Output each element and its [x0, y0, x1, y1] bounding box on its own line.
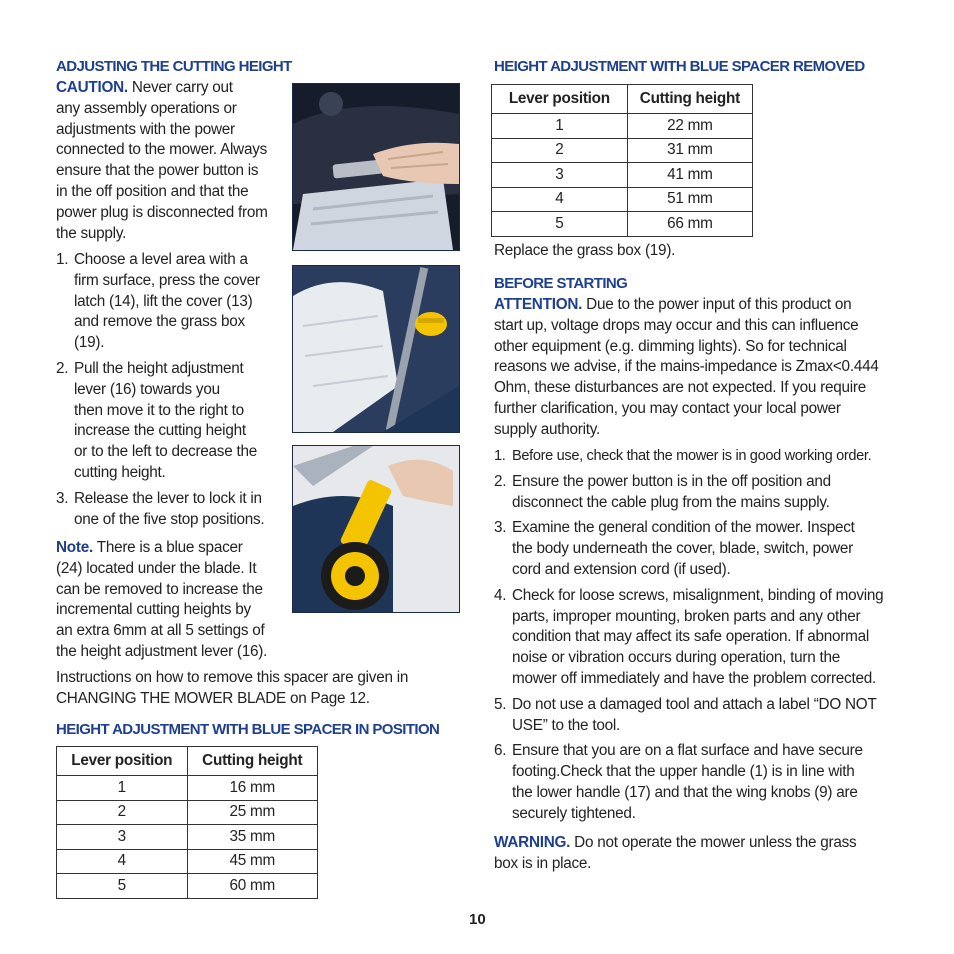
column-header: Lever position — [492, 85, 628, 114]
note-text: the height adjustment lever (16). — [56, 642, 268, 660]
list-item — [494, 518, 904, 580]
warning-text: box is in place. — [494, 854, 592, 872]
table-row — [57, 874, 318, 899]
warning-text: Do not operate the mower unless the grass — [570, 834, 857, 851]
step-text: cord and extension cord (if used). — [512, 560, 731, 578]
list-item — [56, 250, 292, 354]
step-text: condition that may affect its safe operation. If abnormal — [512, 628, 870, 646]
step-text: (19). — [74, 334, 105, 352]
step-text: cutting height. — [74, 463, 166, 481]
section-heading-before-starting: BEFORE STARTING — [494, 275, 628, 292]
column-header: Lever position — [57, 747, 188, 776]
caution-text: ensure that the power button is — [56, 162, 259, 180]
step-text: Release the lever to lock it in — [74, 489, 262, 507]
table-cell: 2 — [57, 800, 188, 825]
table-cell: 3 — [57, 825, 188, 850]
table-cell: 41 mm — [627, 163, 752, 188]
note-text: (24) located under the blade. It — [56, 559, 257, 577]
note-text: an extra 6mm at all 5 settings of — [56, 622, 265, 640]
table-row — [57, 825, 318, 850]
attention-text: further clarification, you may contact your local power — [494, 399, 841, 417]
list-item — [494, 586, 904, 690]
step-text: USE” to the tool. — [512, 716, 620, 734]
step-text: securely tightened. — [512, 804, 636, 822]
table-cell: 3 — [492, 163, 628, 188]
table-cell: 2 — [492, 138, 628, 163]
step-text: disconnect the cable plug from the mains supply. — [512, 493, 830, 511]
step-text: Ensure the power button is in the off position and — [512, 472, 831, 490]
table-cell: 22 mm — [627, 114, 752, 139]
table-row — [492, 114, 753, 139]
step-text: one of the five stop positions. — [74, 510, 265, 528]
step-text: Check for loose screws, misalignment, binding of moving — [512, 586, 884, 604]
note-text: incremental cutting heights by — [56, 601, 251, 619]
section-heading-spacer-removed: HEIGHT ADJUSTMENT WITH BLUE SPACER REMOVED — [494, 58, 865, 75]
replace-grass-box-text: Replace the grass box (19). — [494, 242, 676, 259]
table-cell: 1 — [57, 776, 188, 801]
grass-box-illustration — [293, 266, 459, 432]
step-text: noise or vibration occurs during operation, turn the — [512, 649, 840, 667]
height-lever-illustration — [293, 446, 459, 612]
table-cell: 45 mm — [187, 849, 318, 874]
table-row — [492, 138, 753, 163]
table-header-row — [492, 85, 753, 114]
height-table-spacer-removed — [491, 84, 753, 237]
attention-text: reasons we advise, if the mains-impedance is Zmax<0.444 — [494, 358, 879, 376]
cover-latch-photo — [292, 83, 460, 251]
step-text: lever (16) towards you — [74, 380, 220, 398]
warning-paragraph — [494, 833, 904, 875]
caution-text: any assembly operations or — [56, 99, 237, 117]
step-number: 2. — [56, 359, 69, 377]
note-label: Note. — [56, 539, 93, 556]
section-heading-adjusting-height: ADJUSTING THE CUTTING HEIGHT — [56, 58, 292, 75]
step-number: 2. — [494, 472, 507, 490]
table-row — [492, 212, 753, 237]
page-number: 10 — [469, 911, 486, 928]
list-item — [56, 359, 292, 484]
step-number: 1. — [494, 448, 506, 464]
step-text: mower off immediately and have the problem corrected. — [512, 669, 876, 687]
table-cell: 25 mm — [187, 800, 318, 825]
table-row — [492, 187, 753, 212]
step-text: latch (14), lift the cover (13) — [74, 292, 253, 310]
table-cell: 60 mm — [187, 874, 318, 899]
caution-text: Never carry out — [127, 79, 233, 96]
step-text: Ensure that you are on a flat surface and have secure — [512, 742, 863, 760]
column-header: Cutting height — [627, 85, 752, 114]
note-text: can be removed to increase the — [56, 580, 263, 598]
step-number: 5. — [494, 695, 507, 713]
caution-text: power plug is disconnected from — [56, 203, 268, 221]
table-cell: 1 — [492, 114, 628, 139]
table-row — [57, 800, 318, 825]
step-text: Do not use a damaged tool and attach a label “DO NOT — [512, 695, 877, 713]
step-text: footing.Check that the upper handle (1) is in line with — [512, 763, 855, 781]
instructions-text: CHANGING THE MOWER BLADE on Page 12. — [56, 689, 370, 707]
instructions-paragraph — [56, 668, 456, 710]
warning-label: WARNING. — [494, 834, 571, 851]
step-number: 3. — [494, 519, 507, 537]
column-header: Cutting height — [187, 747, 318, 776]
step-text: Choose a level area with a — [74, 251, 248, 268]
caution-paragraph — [56, 78, 292, 244]
cover-latch-illustration — [293, 84, 459, 250]
grass-box-removal-photo — [292, 265, 460, 433]
caution-text: connected to the mower. Always — [56, 141, 268, 159]
list-item — [494, 695, 904, 737]
section-heading-spacer-in-position: HEIGHT ADJUSTMENT WITH BLUE SPACER IN POSITION — [56, 721, 440, 738]
list-item — [494, 741, 904, 824]
table-cell: 16 mm — [187, 776, 318, 801]
attention-text: start up, voltage drops may occur and this can influence — [494, 316, 859, 334]
step-text: and remove the grass box — [74, 313, 245, 331]
step-text: Pull the height adjustment — [74, 359, 244, 377]
step-number: 6. — [494, 742, 507, 760]
attention-paragraph — [494, 295, 904, 441]
attention-text: Ohm, these disturbances are not expected. If you require — [494, 379, 867, 397]
caution-label: CAUTION. — [56, 79, 128, 96]
step-text: Before use, check that the mower is in good working order. — [512, 448, 872, 464]
attention-label: ATTENTION. — [494, 296, 583, 313]
adjustment-steps-list — [56, 250, 292, 535]
list-item — [56, 489, 292, 531]
table-cell: 66 mm — [627, 212, 752, 237]
step-text: then move it to the right to — [74, 401, 244, 419]
instructions-text: Instructions on how to remove this spacer are given in — [56, 669, 409, 686]
table-cell: 5 — [57, 874, 188, 899]
table-cell: 4 — [492, 187, 628, 212]
caution-text: in the off position and that the — [56, 182, 249, 200]
note-text: There is a blue spacer — [93, 539, 243, 556]
table-row — [57, 849, 318, 874]
step-text: increase the cutting height — [74, 422, 246, 440]
table-header-row — [57, 747, 318, 776]
step-number: 1. — [56, 251, 69, 268]
caution-text: the supply. — [56, 224, 127, 242]
list-item — [494, 446, 904, 467]
table-row — [492, 163, 753, 188]
step-text: parts, improper mounting, broken parts and any other — [512, 607, 861, 625]
step-text: the body underneath the cover, blade, switch, power — [512, 540, 854, 558]
table-cell: 5 — [492, 212, 628, 237]
note-paragraph — [56, 538, 292, 663]
step-number: 3. — [56, 489, 69, 507]
step-number: 4. — [494, 586, 507, 604]
list-item — [494, 472, 904, 514]
attention-text: other equipment (e.g. dimming lights). So for technical — [494, 337, 847, 355]
height-lever-photo — [292, 445, 460, 613]
attention-text: supply authority. — [494, 420, 601, 438]
table-cell: 51 mm — [627, 187, 752, 212]
caution-text: adjustments with the power — [56, 120, 235, 138]
table-cell: 4 — [57, 849, 188, 874]
table-row — [57, 776, 318, 801]
table-cell: 35 mm — [187, 825, 318, 850]
height-table-spacer-in — [56, 746, 318, 899]
step-text: or to the left to decrease the — [74, 443, 257, 461]
before-starting-steps-list — [494, 446, 904, 830]
table-cell: 31 mm — [627, 138, 752, 163]
step-text: firm surface, press the cover — [74, 271, 260, 289]
step-text: the lower handle (17) and that the wing knobs (9) are — [512, 783, 858, 801]
step-text: Examine the general condition of the mower. Inspect — [512, 519, 855, 537]
attention-text: Due to the power input of this product on — [582, 296, 852, 313]
